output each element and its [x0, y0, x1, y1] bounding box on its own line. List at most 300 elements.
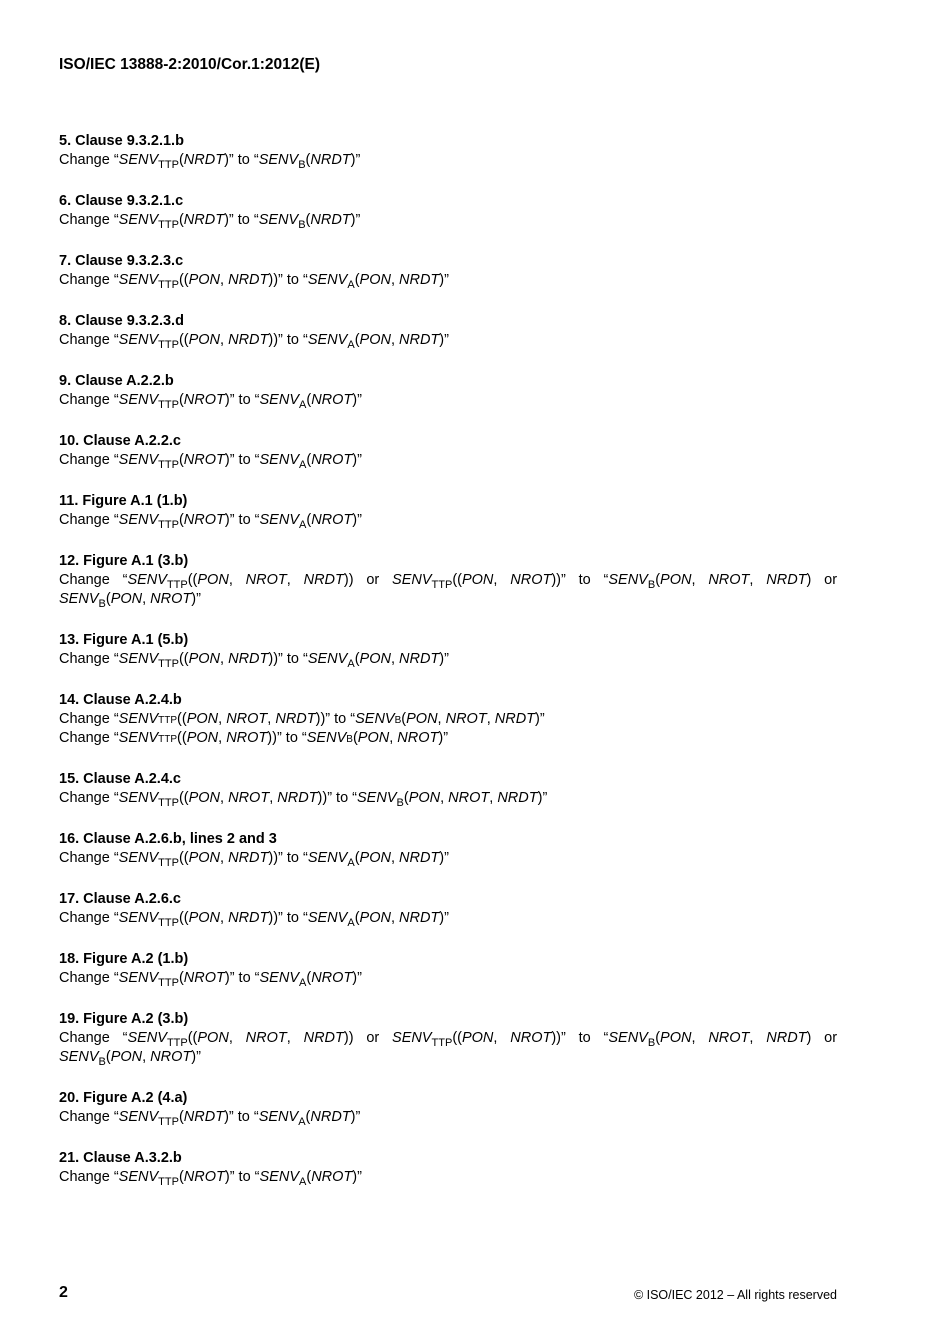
text-run: ,: [493, 1030, 511, 1046]
text-run: Change “: [59, 711, 119, 727]
italic-run: SENV: [259, 392, 300, 408]
subscript-run: TTP: [158, 459, 179, 471]
text-run: Change “: [59, 1169, 119, 1185]
item-title: 5. Clause 9.3.2.1.b: [59, 133, 184, 149]
text-run: (: [354, 651, 360, 667]
item-title: 13. Figure A.1 (5.b): [59, 632, 189, 648]
italic-run: NRDT: [494, 711, 536, 727]
italic-run: NRDT: [399, 850, 440, 866]
italic-run: SENV: [59, 591, 99, 607]
italic-run: PON: [660, 1030, 692, 1046]
italic-run: NRDT: [228, 910, 269, 926]
text-run: Change “: [59, 1109, 119, 1125]
text-run: (: [178, 512, 184, 528]
text-run: ((: [178, 910, 189, 926]
italic-run: NRDT: [399, 910, 440, 926]
italic-run: NRDT: [399, 651, 440, 667]
text-run: ((: [177, 730, 187, 746]
text-run: ,: [218, 711, 227, 727]
subscript-run: TTP: [158, 219, 179, 231]
text-run: ))” to “: [267, 730, 307, 746]
text-run: ))” to “: [317, 790, 357, 806]
text-run: Change “: [59, 212, 119, 228]
text-run: ,: [437, 711, 446, 727]
text-run: (: [178, 452, 184, 468]
corrigendum-item: [59, 372, 837, 410]
subscript-run: TTP: [158, 917, 179, 929]
subscript-run: TTP: [166, 1037, 188, 1049]
text-run: Change “: [59, 452, 119, 468]
subscript-run: TTP: [158, 279, 179, 291]
italic-run: SENV: [307, 910, 348, 926]
text-run: )”: [352, 512, 362, 528]
text-run: ) or: [806, 572, 838, 588]
text-run: (: [105, 1049, 111, 1065]
change-instruction: [59, 710, 837, 729]
italic-run: SENV: [118, 1169, 159, 1185]
text-run: )”: [439, 850, 449, 866]
italic-run: NROT: [311, 512, 353, 528]
text-run: ((: [452, 1030, 462, 1046]
subscript-run: TTP: [158, 1116, 179, 1128]
italic-run: SENV: [118, 711, 159, 727]
text-run: )”: [350, 212, 361, 228]
text-run: (: [354, 850, 360, 866]
subscript-run: B: [396, 797, 404, 809]
italic-run: NRDT: [399, 332, 440, 348]
italic-run: SENV: [608, 1030, 648, 1046]
italic-run: SENV: [59, 1049, 99, 1065]
text-run: ((: [452, 572, 462, 588]
text-run: ,: [749, 1030, 767, 1046]
item-title: 20. Figure A.2 (4.a): [59, 1090, 188, 1106]
change-instruction: [59, 650, 837, 669]
text-run: ,: [220, 850, 229, 866]
text-run: ,: [218, 730, 227, 746]
italic-run: PON: [110, 1049, 143, 1065]
italic-run: SENV: [118, 272, 159, 288]
text-run: Change “: [59, 332, 119, 348]
italic-run: NROT: [150, 591, 192, 607]
subscript-run: TTP: [158, 658, 179, 670]
item-title: 21. Clause A.3.2.b: [59, 1150, 182, 1166]
change-instruction: [59, 849, 837, 868]
item-title: 6. Clause 9.3.2.1.c: [59, 193, 184, 209]
text-run: )”: [439, 272, 449, 288]
subscript-run: TTP: [158, 399, 179, 411]
italic-run: SENV: [127, 1030, 167, 1046]
text-run: ))” to “: [551, 572, 609, 588]
subscript-run: TTP: [158, 519, 179, 531]
subscript-run: TTP: [166, 579, 188, 591]
italic-run: SENV: [118, 1109, 159, 1125]
italic-run: PON: [359, 272, 391, 288]
text-run: (: [306, 452, 312, 468]
text-run: )”: [191, 591, 201, 607]
italic-run: NRDT: [310, 152, 351, 168]
text-run: (: [403, 790, 409, 806]
item-title: 15. Clause A.2.4.c: [59, 771, 181, 787]
text-run: )”: [438, 730, 449, 746]
subscript-run: A: [299, 1176, 307, 1188]
text-run: ,: [220, 651, 229, 667]
text-run: Change “: [59, 651, 119, 667]
change-instruction: [59, 391, 837, 410]
change-instruction: [59, 909, 837, 928]
text-run: ,: [228, 1030, 246, 1046]
text-run: ((: [187, 572, 198, 588]
italic-run: NRDT: [766, 1030, 807, 1046]
subscript-run: B: [298, 219, 306, 231]
italic-run: PON: [461, 572, 494, 588]
italic-run: SENV: [127, 572, 167, 588]
subscript-run: B: [98, 598, 106, 610]
text-run: )” to “: [224, 212, 259, 228]
italic-run: SENV: [258, 1109, 299, 1125]
italic-run: NROT: [445, 711, 487, 727]
text-run: ,: [220, 332, 229, 348]
italic-run: SENV: [118, 790, 159, 806]
subscript-run: B: [647, 579, 656, 591]
subscript-run: A: [347, 917, 355, 929]
subscript-run: TTP: [158, 339, 179, 351]
text-run: )”: [350, 1109, 361, 1125]
text-run: (: [306, 970, 312, 986]
italic-run: PON: [186, 730, 219, 746]
italic-run: NROT: [245, 572, 287, 588]
italic-run: PON: [408, 790, 441, 806]
italic-run: NRDT: [497, 790, 538, 806]
text-run: (: [178, 392, 184, 408]
corrigendum-item: [59, 1149, 837, 1187]
italic-run: SENV: [118, 452, 159, 468]
text-run: ,: [142, 1049, 151, 1065]
italic-run: NRDT: [399, 272, 440, 288]
text-run: ((: [178, 790, 189, 806]
change-instruction: [59, 969, 837, 988]
text-run: Change “: [59, 572, 128, 588]
italic-run: SENV: [118, 730, 159, 746]
text-run: ,: [390, 850, 400, 866]
corrigendum-item: [59, 950, 837, 988]
text-run: )” to “: [224, 512, 260, 528]
italic-run: PON: [186, 711, 219, 727]
text-run: (: [306, 1169, 312, 1185]
item-title: 12. Figure A.1 (3.b): [59, 553, 189, 569]
italic-run: PON: [359, 332, 391, 348]
italic-run: PON: [357, 730, 390, 746]
subscript-run: A: [299, 459, 307, 471]
subscript-run: TTP: [158, 1176, 179, 1188]
item-title: 17. Clause A.2.6.c: [59, 891, 181, 907]
change-instruction: [59, 331, 837, 350]
italic-run: NROT: [183, 1169, 225, 1185]
change-instruction: [59, 451, 837, 470]
text-run: (: [306, 512, 312, 528]
subscript-run: A: [347, 658, 355, 670]
italic-run: NROT: [183, 970, 225, 986]
italic-run: SENV: [392, 572, 432, 588]
italic-run: NROT: [228, 790, 270, 806]
text-run: ))” to “: [268, 850, 308, 866]
subscript-run: B: [346, 734, 353, 745]
italic-run: PON: [359, 651, 391, 667]
item-title: 16. Clause A.2.6.b, lines 2 and 3: [59, 831, 277, 847]
italic-run: SENV: [608, 572, 648, 588]
italic-run: SENV: [118, 910, 159, 926]
text-run: ,: [220, 272, 229, 288]
italic-run: SENV: [306, 730, 347, 746]
change-instruction: [59, 211, 837, 230]
text-run: ,: [269, 790, 278, 806]
italic-run: PON: [188, 910, 221, 926]
text-run: ((: [187, 1030, 198, 1046]
text-run: ,: [220, 790, 229, 806]
text-run: (: [401, 711, 407, 727]
italic-run: NRDT: [228, 651, 269, 667]
corrigendum-item: [59, 770, 837, 808]
corrigendum-item: [59, 192, 837, 230]
italic-run: SENV: [118, 392, 159, 408]
text-run: )”: [352, 392, 362, 408]
text-run: )) or: [343, 1030, 393, 1046]
text-run: ((: [178, 272, 189, 288]
text-run: ((: [178, 651, 189, 667]
subscript-run: A: [298, 1116, 306, 1128]
text-run: Change “: [59, 790, 119, 806]
text-run: )” to “: [224, 1169, 260, 1185]
corrigendum-item: [59, 890, 837, 928]
text-run: ((: [178, 850, 189, 866]
text-run: (: [178, 1109, 184, 1125]
text-run: )”: [350, 152, 361, 168]
item-title: 9. Clause A.2.2.b: [59, 373, 174, 389]
italic-run: NROT: [226, 711, 268, 727]
text-run: )”: [352, 452, 362, 468]
text-run: ,: [390, 651, 400, 667]
corrigendum-item: [59, 1010, 837, 1067]
change-instruction: [59, 151, 837, 170]
italic-run: NRDT: [183, 152, 225, 168]
text-run: Change “: [59, 1030, 128, 1046]
italic-run: SENV: [118, 850, 159, 866]
italic-run: NROT: [150, 1049, 192, 1065]
subscript-run: TTP: [431, 579, 453, 591]
italic-run: SENV: [118, 512, 159, 528]
italic-run: PON: [188, 272, 221, 288]
italic-run: PON: [188, 850, 221, 866]
text-run: )”: [352, 970, 362, 986]
italic-run: SENV: [307, 651, 348, 667]
change-instruction: [59, 789, 837, 808]
italic-run: SENV: [118, 152, 159, 168]
corrigendum-item: [59, 432, 837, 470]
text-run: )” to “: [224, 152, 259, 168]
italic-run: NRDT: [303, 572, 344, 588]
italic-run: NROT: [448, 790, 490, 806]
italic-run: SENV: [259, 1169, 300, 1185]
italic-run: NROT: [397, 730, 439, 746]
text-run: (: [178, 212, 184, 228]
italic-run: NROT: [245, 1030, 287, 1046]
text-run: Change “: [59, 152, 119, 168]
italic-run: NRDT: [228, 332, 269, 348]
text-run: ))” to “: [551, 1030, 609, 1046]
change-instruction: [59, 590, 837, 609]
text-run: )” to “: [224, 452, 260, 468]
text-run: (: [655, 1030, 661, 1046]
italic-run: PON: [197, 1030, 229, 1046]
text-run: ,: [286, 572, 304, 588]
text-run: ,: [749, 572, 767, 588]
subscript-run: TTP: [158, 857, 179, 869]
text-run: ))” to “: [268, 651, 308, 667]
italic-run: NROT: [510, 572, 552, 588]
italic-run: NROT: [311, 970, 353, 986]
corrigendum-item: [59, 830, 837, 868]
text-run: (: [178, 970, 184, 986]
text-run: (: [178, 1169, 184, 1185]
italic-run: PON: [188, 651, 221, 667]
corrigendum-list: [59, 132, 837, 1209]
italic-run: PON: [188, 332, 221, 348]
italic-run: SENV: [307, 850, 348, 866]
subscript-run: B: [394, 715, 402, 726]
page-number: 2: [59, 1284, 68, 1301]
text-run: Change “: [59, 910, 119, 926]
text-run: (: [305, 152, 311, 168]
italic-run: SENV: [118, 332, 159, 348]
italic-run: SENV: [118, 212, 159, 228]
change-instruction: [59, 511, 837, 530]
italic-run: SENV: [259, 970, 300, 986]
text-run: Change “: [59, 970, 119, 986]
subscript-run: B: [647, 1037, 656, 1049]
italic-run: NRDT: [183, 1109, 225, 1125]
italic-run: NRDT: [766, 572, 807, 588]
text-run: Change “: [59, 850, 119, 866]
change-instruction: [59, 1168, 837, 1187]
italic-run: NRDT: [275, 711, 316, 727]
text-run: ))” to “: [268, 272, 308, 288]
italic-run: NROT: [311, 452, 353, 468]
text-run: ,: [390, 272, 400, 288]
change-instruction: [59, 1108, 837, 1127]
italic-run: PON: [359, 910, 391, 926]
document-id-header: ISO/IEC 13888-2:2010/Cor.1:2012(E): [59, 56, 321, 73]
italic-run: PON: [197, 572, 229, 588]
subscript-run: B: [98, 1056, 106, 1068]
italic-run: SENV: [392, 1030, 432, 1046]
text-run: (: [354, 272, 360, 288]
italic-run: SENV: [307, 332, 348, 348]
text-run: ,: [486, 711, 495, 727]
text-run: ,: [390, 332, 400, 348]
italic-run: NROT: [183, 512, 225, 528]
text-run: ,: [691, 572, 709, 588]
item-title: 19. Figure A.2 (3.b): [59, 1011, 189, 1027]
italic-run: NROT: [311, 392, 353, 408]
text-run: (: [655, 572, 661, 588]
italic-run: SENV: [259, 512, 300, 528]
text-run: )”: [439, 332, 449, 348]
subscript-run: TTP: [158, 797, 179, 809]
subscript-run: A: [299, 519, 307, 531]
subscript-run: A: [347, 279, 355, 291]
text-run: )” to “: [224, 392, 260, 408]
italic-run: NROT: [510, 1030, 552, 1046]
italic-run: PON: [110, 591, 143, 607]
italic-run: NROT: [183, 392, 225, 408]
text-run: Change “: [59, 272, 119, 288]
italic-run: NRDT: [228, 850, 269, 866]
text-run: ,: [691, 1030, 709, 1046]
text-run: )”: [537, 790, 548, 806]
item-title: 7. Clause 9.3.2.3.c: [59, 253, 184, 269]
italic-run: NROT: [708, 1030, 750, 1046]
change-instruction: [59, 271, 837, 290]
item-title: 18. Figure A.2 (1.b): [59, 951, 189, 967]
corrigendum-item: [59, 552, 837, 609]
text-run: ,: [142, 591, 151, 607]
item-title: 14. Clause A.2.4.b: [59, 692, 182, 708]
italic-run: SENV: [118, 651, 159, 667]
italic-run: NROT: [708, 572, 750, 588]
text-run: Change “: [59, 392, 119, 408]
text-run: ) or: [806, 1030, 838, 1046]
italic-run: NRDT: [183, 212, 225, 228]
text-run: ,: [286, 1030, 304, 1046]
text-run: ((: [177, 711, 187, 727]
italic-run: NRDT: [277, 790, 318, 806]
corrigendum-item: [59, 132, 837, 170]
corrigendum-item: [59, 492, 837, 530]
text-run: )”: [439, 651, 449, 667]
italic-run: PON: [188, 790, 221, 806]
text-run: ((: [178, 332, 189, 348]
text-run: (: [354, 332, 360, 348]
text-run: )”: [439, 910, 449, 926]
italic-run: PON: [406, 711, 438, 727]
italic-run: SENV: [118, 970, 159, 986]
text-run: ,: [220, 910, 229, 926]
corrigendum-item: [59, 312, 837, 350]
text-run: Change “: [59, 730, 119, 746]
text-run: (: [352, 730, 358, 746]
subscript-run: TTP: [431, 1037, 453, 1049]
subscript-run: TTP: [158, 977, 179, 989]
italic-run: NRDT: [310, 212, 351, 228]
text-run: )”: [352, 1169, 362, 1185]
subscript-run: TTP: [158, 734, 178, 745]
change-instruction: [59, 1029, 837, 1048]
text-run: ,: [267, 711, 276, 727]
text-run: ))” to “: [268, 332, 308, 348]
italic-run: PON: [461, 1030, 494, 1046]
item-title: 11. Figure A.1 (1.b): [59, 493, 188, 509]
text-run: ))” to “: [268, 910, 308, 926]
italic-run: NRDT: [310, 1109, 351, 1125]
text-run: )” to “: [224, 970, 260, 986]
text-run: )” to “: [224, 1109, 259, 1125]
text-run: ))” to “: [315, 711, 356, 727]
text-run: Change “: [59, 512, 119, 528]
text-run: )) or: [343, 572, 393, 588]
text-run: ,: [440, 790, 449, 806]
corrigendum-item: [59, 252, 837, 290]
italic-run: SENV: [307, 272, 348, 288]
subscript-run: A: [299, 977, 307, 989]
